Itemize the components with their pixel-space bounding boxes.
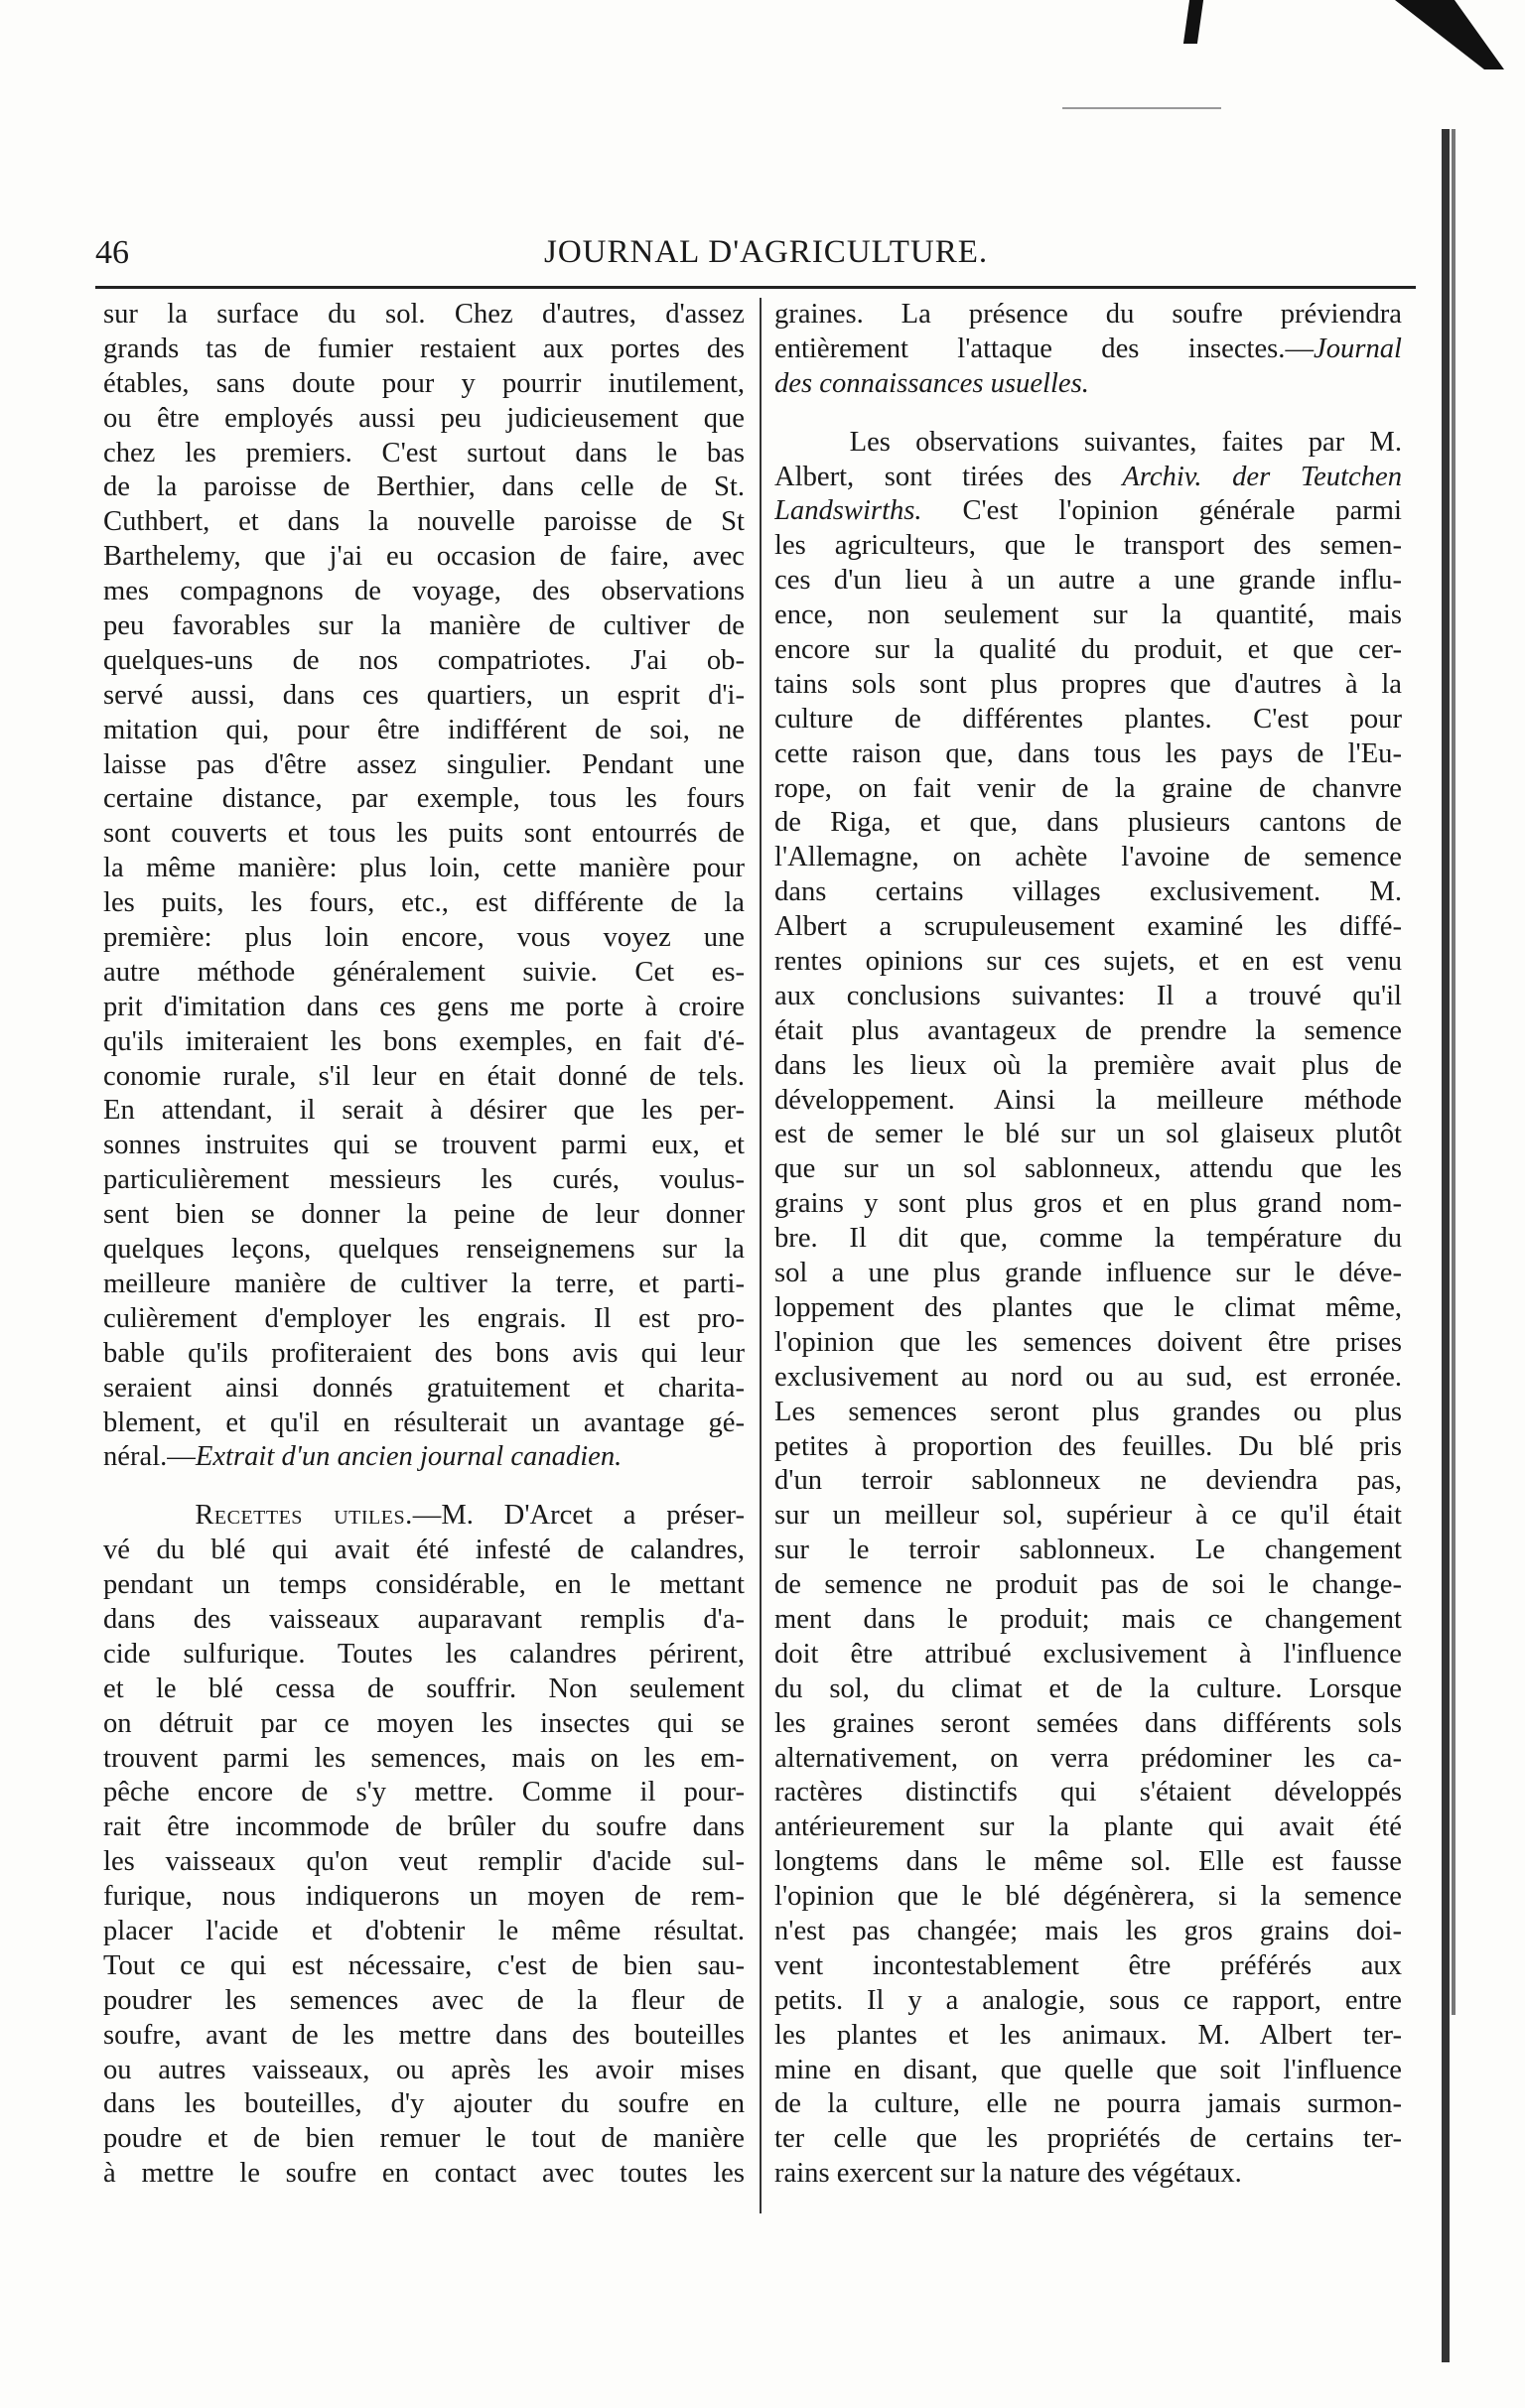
text-line: est de semer le blé sur un sol glaiseux plutôt bbox=[774, 1119, 1402, 1150]
text-line: Les semences seront plus grandes ou plus bbox=[774, 1396, 1402, 1427]
text-line: ou être employés aussi peu judicieusement que bbox=[103, 402, 745, 434]
text-line: les graines seront semées dans différents sols bbox=[774, 1707, 1402, 1739]
text-line: les plantes et les animaux. M. Albert ter- bbox=[774, 2019, 1402, 2051]
page-number: 46 bbox=[95, 234, 129, 271]
text-line: meilleure manière de cultiver la terre, et parti- bbox=[103, 1268, 745, 1299]
text-line: poudrer les semences avec de la fleur de bbox=[103, 1984, 745, 2016]
text-line: ractères distinctifs qui s'étaient développés bbox=[774, 1777, 1402, 1808]
column-divider bbox=[760, 298, 762, 2213]
text-line: Cuthbert, et dans la nouvelle paroisse de St bbox=[103, 506, 745, 538]
text-line: rope, on fait venir de la graine de chanvre bbox=[774, 772, 1402, 804]
text-line: n'est pas changée; mais les gros grains doi- bbox=[774, 1915, 1402, 1946]
text-line: loppement des plantes que le climat même, bbox=[774, 1291, 1402, 1323]
text-line: exclusivement au nord ou au sud, est erronée. bbox=[774, 1361, 1402, 1393]
page-header bbox=[95, 234, 1416, 274]
text-line: les puits, les fours, etc., est différente de la bbox=[103, 887, 745, 919]
text-line: rentes opinions sur ces sujets, et en est venu bbox=[774, 946, 1402, 978]
text-line bbox=[774, 367, 1402, 402]
text-line: rait être incommode de brûler du soufre dans bbox=[103, 1811, 745, 1843]
text-line: était plus avantageux de prendre la semence bbox=[774, 1014, 1402, 1046]
scan-edge-shadow bbox=[1442, 129, 1450, 2362]
text-line: et le blé cessa de souffrir. Non seulement bbox=[103, 1672, 745, 1704]
text-line: sonnes instruites qui se trouvent parmi eux, et bbox=[103, 1130, 745, 1161]
text-line: quelques-uns de nos compatriotes. J'ai ob- bbox=[103, 644, 745, 676]
text-line: alternativement, on verra prédominer les ca- bbox=[774, 1742, 1402, 1774]
text-line: cette raison que, dans tous les pays de l'Eu- bbox=[774, 737, 1402, 769]
text-line: du sol, du climat et de la culture. Lorsque bbox=[774, 1672, 1402, 1704]
scan-corner-mark bbox=[1395, 0, 1504, 69]
text-line: dans des vaisseaux auparavant remplis d'a- bbox=[103, 1603, 745, 1635]
scan-mark bbox=[1062, 107, 1221, 109]
text-line: bable qu'ils profiteraient des bons avis qui leur bbox=[103, 1337, 745, 1369]
text-line: soufre, avant de les mettre dans des bouteilles bbox=[103, 2019, 745, 2051]
article-paragraph bbox=[103, 298, 745, 1440]
text-line: chez les premiers. C'est surtout dans le bas bbox=[103, 437, 745, 468]
section-heading: Recettes utiles. bbox=[195, 1500, 413, 1532]
text-line: certaine distance, par exemple, tous les fours bbox=[103, 783, 745, 815]
text-line: particulièrement messieurs les curés, voulus- bbox=[103, 1164, 745, 1196]
source-citation: des connaissances usuelles. bbox=[774, 367, 1089, 399]
text-line: En attendant, il serait à désirer que les per- bbox=[103, 1095, 745, 1127]
text-line: de Riga, et que, dans plusieurs cantons de bbox=[774, 807, 1402, 839]
text-line: sont couverts et tous les puits sont entourrés de bbox=[103, 818, 745, 850]
text-line: conomie rurale, s'il leur en était donné de tels. bbox=[103, 1060, 745, 1092]
text-line: blement, et qu'il en résulterait un avantage gé- bbox=[103, 1406, 745, 1438]
text-line: les agriculteurs, que le transport des semen- bbox=[774, 530, 1402, 562]
text-line: antérieurement sur la plante qui avait été bbox=[774, 1811, 1402, 1843]
text-line: placer l'acide et d'obtenir le même résultat. bbox=[103, 1915, 745, 1946]
source-citation: Extrait d'un ancien journal canadien. bbox=[195, 1441, 623, 1473]
text-line: seraient ainsi donnés gratuitement et charita- bbox=[103, 1372, 745, 1404]
text-line: première: plus loin encore, vous voyez une bbox=[103, 922, 745, 954]
text-line: de la culture, elle ne pourra jamais surmon- bbox=[774, 2088, 1402, 2120]
text-line: rains exercent sur la nature des végétaux. bbox=[774, 2158, 1242, 2190]
text-line: sur le terroir sablonneux. Le changement bbox=[774, 1535, 1402, 1566]
text-line: grands tas de fumier restaient aux portes des bbox=[103, 333, 745, 364]
text-line: pendant un temps considérable, en le mettant bbox=[103, 1569, 745, 1601]
text-line: sur la surface du sol. Chez d'autres, d'assez bbox=[103, 299, 745, 330]
text-line: graines. La présence du soufre préviendra bbox=[774, 299, 1402, 330]
text-line: Barthelemy, que j'ai eu occasion de faire, avec bbox=[103, 541, 745, 573]
text-line: à mettre le soufre en contact avec toutes les bbox=[103, 2158, 745, 2190]
text-line: entièrement l'attaque des insectes.—Journal bbox=[774, 333, 1402, 364]
text-line: l'opinion que les semences doivent être prises bbox=[774, 1326, 1402, 1358]
text-line: longtems dans le même sol. Elle est fausse bbox=[774, 1846, 1402, 1878]
text-line: petites à proportion des feuilles. Du blé pris bbox=[774, 1430, 1402, 1462]
source-citation: Landswirths. bbox=[774, 495, 922, 527]
text-line: néral.—Extrait d'un ancien journal canadien. bbox=[103, 1441, 623, 1473]
text-line: mes compagnons de voyage, des observations bbox=[103, 576, 745, 607]
text-line: petits. Il y a analogie, sous ce rapport, entre bbox=[774, 1984, 1402, 2016]
text-line: prit d'imitation dans ces gens me porte à croire bbox=[103, 991, 745, 1022]
right-column bbox=[774, 298, 1402, 2192]
text-line: grains y sont plus gros et en plus grand nom- bbox=[774, 1188, 1402, 1220]
text-line: trouvent parmi les semences, mais on les em- bbox=[103, 1742, 745, 1774]
text-line: développement. Ainsi la meilleure méthode bbox=[774, 1084, 1402, 1116]
text-line: laisse pas d'être assez singulier. Pendant une bbox=[103, 748, 745, 780]
text-line: on détruit par ce moyen les insectes qui se bbox=[103, 1707, 745, 1739]
text-line: cide sulfurique. Toutes les calandres périrent, bbox=[103, 1638, 745, 1670]
article-paragraph bbox=[774, 529, 1402, 2157]
text-line: quelques leçons, quelques renseignemens sur la bbox=[103, 1234, 745, 1266]
text-line: ter celle que les propriétés de certains ter- bbox=[774, 2123, 1402, 2155]
text-line: ou autres vaisseaux, ou après les avoir mises bbox=[103, 2054, 745, 2085]
text-line: encore sur la qualité du produit, et que cer- bbox=[774, 634, 1402, 666]
text-line: vent incontestablement être préférés aux bbox=[774, 1949, 1402, 1981]
text-line: Landswirths. C'est l'opinion générale parmi bbox=[774, 495, 1402, 527]
source-citation: Journal bbox=[1314, 333, 1402, 364]
left-column bbox=[103, 298, 745, 2192]
text-line: dans les bouteilles, d'y ajouter du soufre en bbox=[103, 2088, 745, 2120]
header-rule bbox=[95, 286, 1416, 289]
text-line: doit être attribué exclusivement à l'influence bbox=[774, 1638, 1402, 1670]
text-line: culièrement d'employer les engrais. Il est pro- bbox=[103, 1302, 745, 1334]
text-line: culture de différentes plantes. C'est pour bbox=[774, 703, 1402, 735]
text-line: étables, sans doute pour y pourrir inutilement, bbox=[103, 367, 745, 399]
text-line: sur un meilleur sol, supérieur à ce qu'il était bbox=[774, 1500, 1402, 1532]
text-line: l'opinion que le blé dégénèrera, si la semence bbox=[774, 1881, 1402, 1913]
source-citation: Archiv. der Teutchen bbox=[1122, 461, 1402, 492]
text-line: Les observations suivantes, faites par M. bbox=[849, 426, 1402, 458]
text-line: mitation qui, pour être indifférent de soi, ne bbox=[103, 714, 745, 745]
text-line: furique, nous indiquerons un moyen de rem- bbox=[103, 1881, 745, 1913]
text-line: poudre et de bien remuer le tout de manière bbox=[103, 2123, 745, 2155]
text-line: dans certains villages exclusivement. M. bbox=[774, 876, 1402, 908]
text-line: la même manière: plus loin, cette manière pour bbox=[103, 853, 745, 884]
text-line: tains sols sont plus propres que d'autres à la bbox=[774, 668, 1402, 700]
running-title: JOURNAL D'AGRICULTURE. bbox=[544, 234, 989, 270]
text-line: peu favorables sur la manière de cultiver de bbox=[103, 610, 745, 642]
scan-edge-shadow bbox=[1452, 129, 1456, 2015]
text-line: bre. Il dit que, comme la température du bbox=[774, 1223, 1402, 1255]
article-paragraph bbox=[103, 1534, 745, 2192]
text-line: d'un terroir sablonneux ne deviendra pas, bbox=[774, 1465, 1402, 1497]
text-line: dans les lieux où la première avait plus de bbox=[774, 1049, 1402, 1081]
text-line: sent bien se donner la peine de leur donner bbox=[103, 1199, 745, 1231]
text-line: ence, non seulement sur la quantité, mais bbox=[774, 600, 1402, 631]
text-line: qu'ils imiteraient les bons exemples, en fait d'é- bbox=[103, 1025, 745, 1057]
text-line: ment dans le produit; mais ce changement bbox=[774, 1603, 1402, 1635]
text-line: que sur un sol sablonneux, attendu que les bbox=[774, 1153, 1402, 1185]
text-line: de semence ne produit pas de soi le change- bbox=[774, 1569, 1402, 1601]
text-line: Albert, sont tirées des Archiv. der Teutchen bbox=[774, 461, 1402, 492]
scan-mark bbox=[1183, 0, 1203, 44]
text-line: de la paroisse de Berthier, dans celle de St. bbox=[103, 471, 745, 503]
text-line: servé aussi, dans ces quartiers, un esprit d'i- bbox=[103, 679, 745, 711]
text-line: Albert a scrupuleusement examiné les diffé- bbox=[774, 911, 1402, 943]
text-line: sol a une plus grande influence sur le déve- bbox=[774, 1258, 1402, 1289]
text-line: Tout ce qui est nécessaire, c'est de bien sau- bbox=[103, 1949, 745, 1981]
text-line: autre méthode généralement suivie. Cet es- bbox=[103, 956, 745, 988]
text-line: vé du blé qui avait été infesté de calandres, bbox=[103, 1535, 745, 1566]
text-line: mine en disant, que quelle que soit l'influence bbox=[774, 2054, 1402, 2085]
text-line: les vaisseaux qu'on veut remplir d'acide sul- bbox=[103, 1846, 745, 1878]
text-line: ces d'un lieu à un autre a une grande influ- bbox=[774, 565, 1402, 597]
text-line: Recettes utiles.—M. D'Arcet a préser- bbox=[195, 1500, 745, 1532]
text-line: l'Allemagne, on achète l'avoine de semence bbox=[774, 842, 1402, 873]
text-line: aux conclusions suivantes: Il a trouvé qu'il bbox=[774, 980, 1402, 1011]
text-line: pêche encore de s'y mettre. Comme il pour- bbox=[103, 1777, 745, 1808]
